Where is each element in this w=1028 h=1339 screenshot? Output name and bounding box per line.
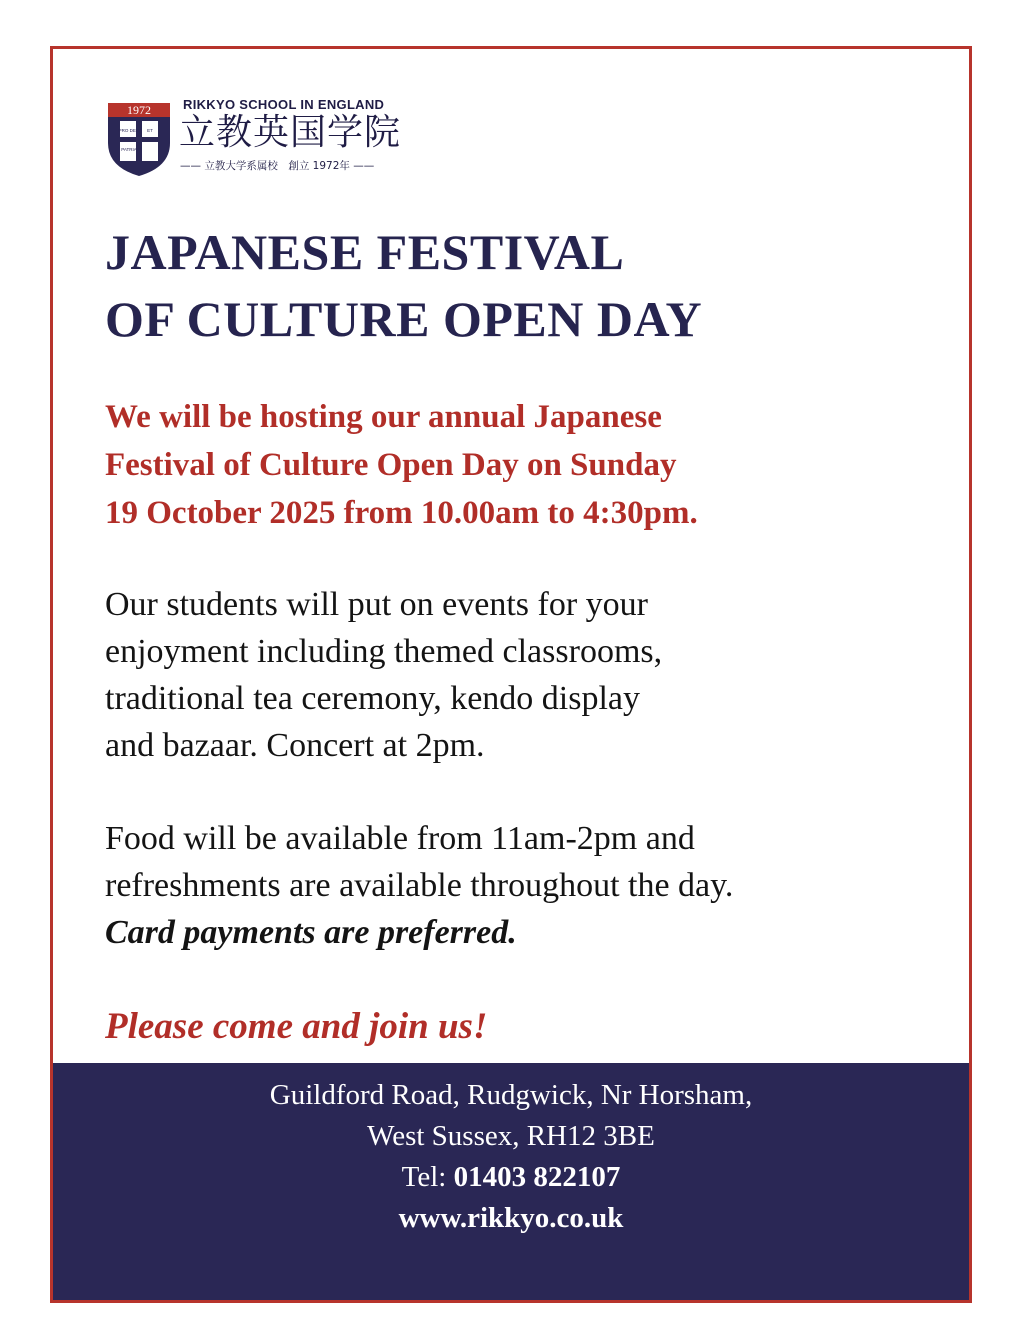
intro-paragraph xyxy=(105,393,945,537)
school-name-japanese: 立教英国学院 xyxy=(179,112,402,153)
events-line-2: enjoyment including themed classrooms, xyxy=(105,633,663,670)
subtitle-rule-left: —— xyxy=(180,160,201,172)
crest-motto-3: PATRIA xyxy=(121,147,137,152)
crest-icon xyxy=(106,99,172,177)
website-text: www.rikkyo.co.uk xyxy=(398,1202,624,1234)
telephone-number[interactable]: 01403 822107 xyxy=(453,1161,621,1193)
school-subtitle xyxy=(180,158,374,173)
intro-line-2: Festival of Culture Open Day on Sunday xyxy=(105,447,677,483)
telephone-line xyxy=(53,1157,969,1198)
closing-invitation: Please come and join us! xyxy=(105,1006,488,1047)
page-title xyxy=(105,219,702,353)
card-payments-note: Card payments are preferred. xyxy=(105,914,517,951)
school-name-english: RIKKYO SCHOOL IN ENGLAND xyxy=(183,97,385,112)
contact-footer xyxy=(53,1063,969,1300)
address-line-1: Guildford Road, Rudgwick, Nr Horsham, xyxy=(269,1079,753,1111)
events-line-1: Our students will put on events for your xyxy=(105,586,648,623)
intro-line-1: We will be hosting our annual Japanese xyxy=(105,399,662,435)
poster-frame xyxy=(50,46,972,1303)
food-paragraph xyxy=(105,815,955,956)
events-line-3: traditional tea ceremony, kendo display xyxy=(105,680,641,717)
intro-line-3: 19 October 2025 from 10.00am to 4:30pm. xyxy=(105,495,698,531)
website-link[interactable] xyxy=(53,1198,969,1239)
address-line-2: West Sussex, RH12 3BE xyxy=(367,1120,655,1152)
crest-motto-2: ET xyxy=(147,128,153,133)
title-line-1: JAPANESE FESTIVAL xyxy=(105,224,625,280)
food-line-2: refreshments are available throughout the day. xyxy=(105,867,734,904)
crest-year: 1972 xyxy=(127,103,151,117)
events-line-4: and bazaar. Concert at 2pm. xyxy=(105,727,485,764)
crest-motto-1: PRO DEO xyxy=(118,128,140,133)
title-line-2: OF CULTURE OPEN DAY xyxy=(105,291,703,347)
school-logo xyxy=(106,99,466,179)
subtitle-rule-right: —— xyxy=(353,160,375,172)
events-paragraph xyxy=(105,581,945,769)
food-line-1: Food will be available from 11am-2pm and xyxy=(105,820,695,857)
telephone-label: Tel: xyxy=(401,1161,454,1193)
subtitle-text: 立教大学系属校 創立 1972年 xyxy=(204,160,350,172)
